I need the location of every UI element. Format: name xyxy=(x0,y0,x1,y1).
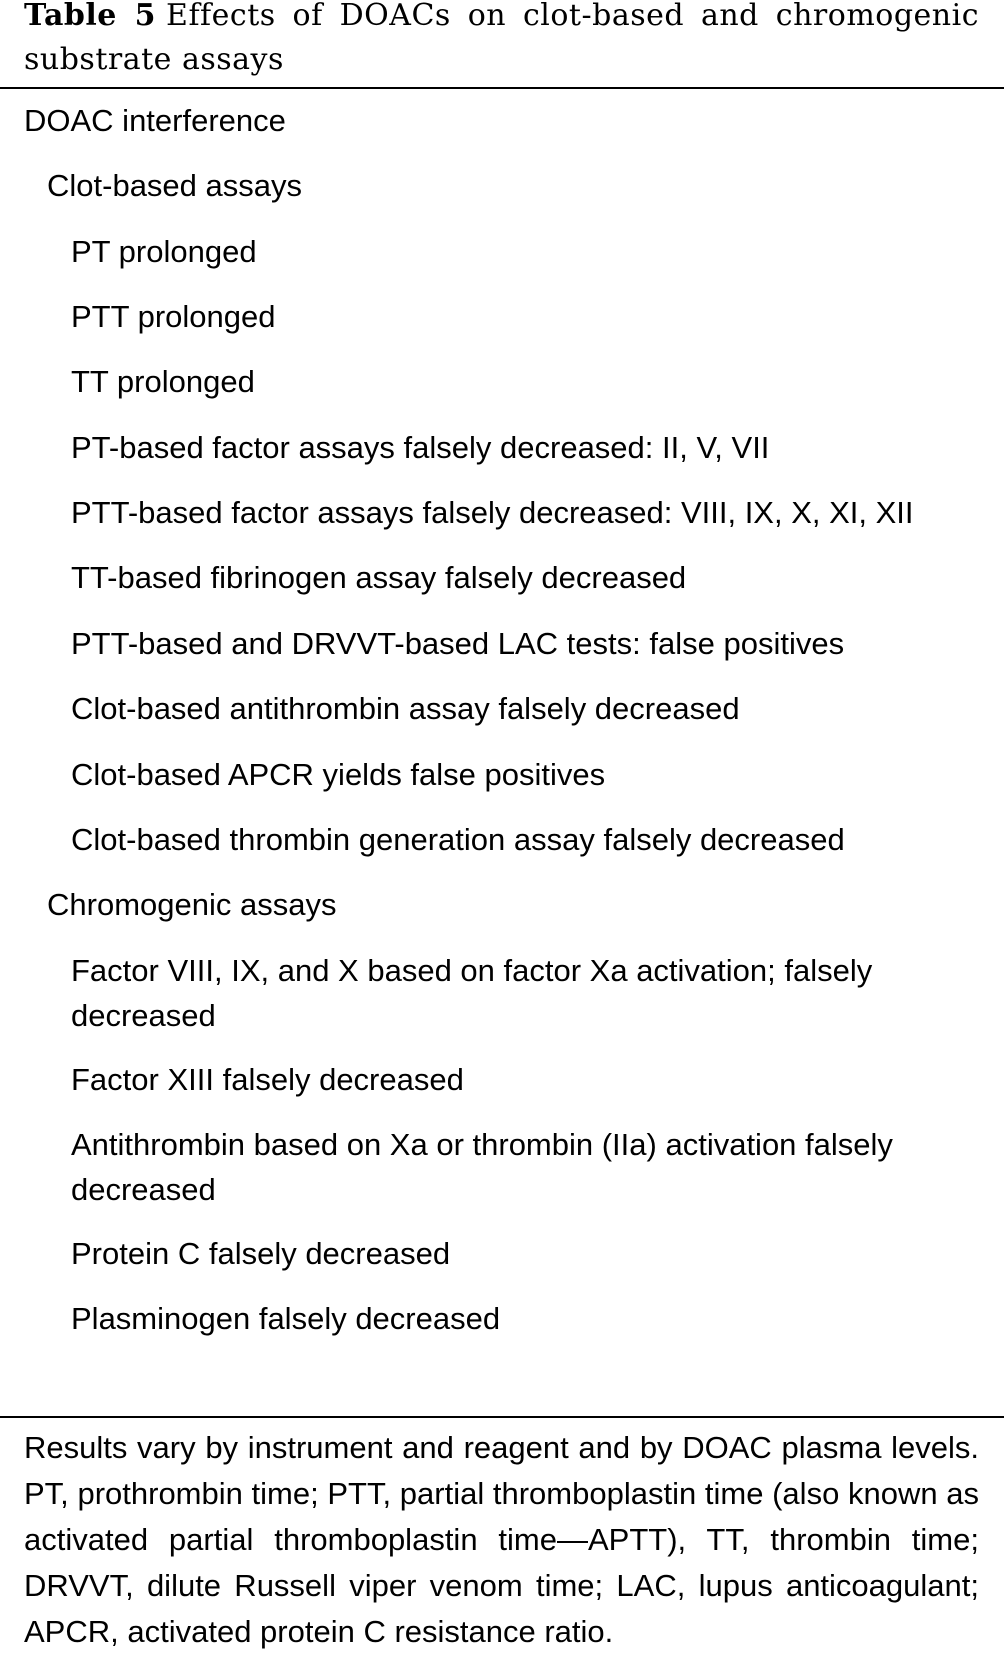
table-row: Clot-based antithrombin assay falsely decreased xyxy=(71,691,740,726)
table-row: Protein C falsely decreased xyxy=(71,1236,451,1271)
table-row: Clot-based thrombin generation assay falsely decreased xyxy=(71,822,845,857)
table-row: TT prolonged xyxy=(71,364,255,399)
table-title: Effects of DOACs on clot-based and chromogenic substrate assays xyxy=(24,0,979,77)
table-row: Plasminogen falsely decreased xyxy=(71,1301,501,1336)
table-footnote: Results vary by instrument and reagent and by DOAC plasma levels. PT, prothrombin time; PTT, partial thromboplastin time (also known as activated partial thromboplastin time—APTT), TT, thrombin time; DRVVT, dilute Russell viper venom time; LAC, lupus anticoagulant; APCR, activated protein C resistance ratio. xyxy=(24,1430,979,1649)
table-row: Factor XIII falsely decreased xyxy=(71,1062,464,1097)
table-row: Clot-based APCR yields false positives xyxy=(71,757,606,792)
table-row: PT-based factor assays falsely decreased: II, V, VII xyxy=(71,430,770,465)
table-row-subheading-clot-based: Clot-based assays xyxy=(47,168,303,203)
table-caption xyxy=(24,0,979,82)
table-row-subheading-chromogenic: Chromogenic assays xyxy=(47,887,337,922)
table-row-section-heading: DOAC interference xyxy=(24,103,286,138)
table-label: Table 5 xyxy=(24,0,157,33)
table-row: Factor VIII, IX, and X based on factor Xa activation; falsely decreased xyxy=(71,953,873,1033)
table-row: PTT-based and DRVVT-based LAC tests: false positives xyxy=(71,626,845,661)
table-row: PT prolonged xyxy=(71,234,257,269)
table-bottom-rule xyxy=(0,1416,1004,1418)
table-row: TT-based fibrinogen assay falsely decreased xyxy=(71,560,687,595)
table-row: PTT-based factor assays falsely decreased: VIII, IX, X, XI, XII xyxy=(71,495,914,530)
table-row: PTT prolonged xyxy=(71,299,276,334)
table-top-rule xyxy=(0,87,1004,89)
table-row: Antithrombin based on Xa or thrombin (IIa) activation falsely decreased xyxy=(71,1127,893,1207)
